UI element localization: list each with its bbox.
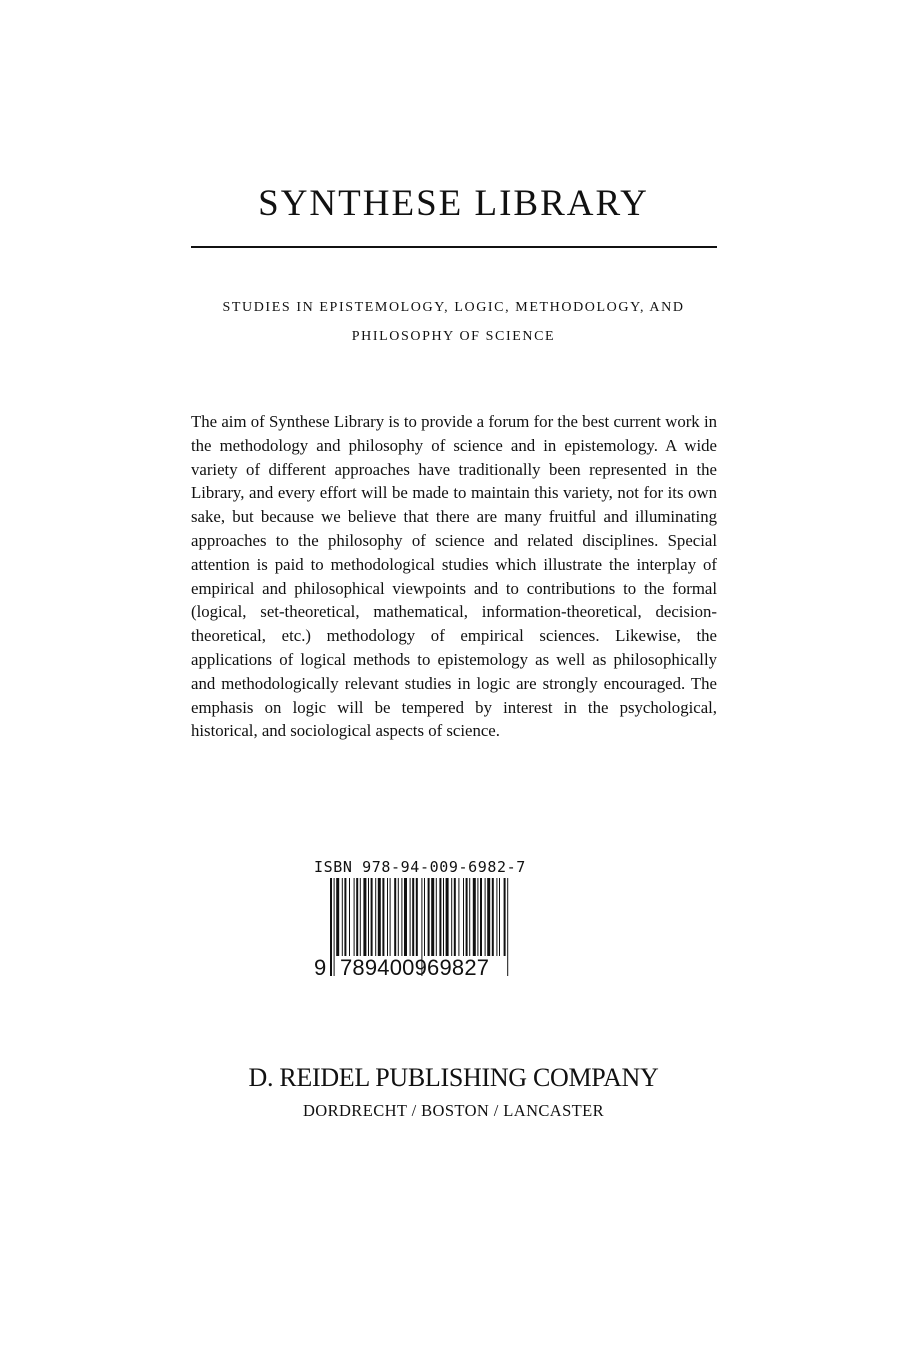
isbn-label: ISBN 978-94-009-6982-7 <box>314 858 526 876</box>
publisher-name: D. REIDEL PUBLISHING COMPANY <box>248 1063 659 1092</box>
ean-first-digit: 9 <box>314 955 327 980</box>
series-subtitle-line2: PHILOSOPHY OF SCIENCE <box>351 329 556 344</box>
series-description: The aim of Synthese Library is to provide a forum for the best current work in the methodology and philosophy of science and in epistemology. A wide variety of different approaches have traditionally been represented in the Library, and every effort will be made to maintain this variety, not for its own sake, but because we believe that there are many fruitful and illuminating approaches to the philosophy of science and related disciplines. Special attention is paid to methodological studies which illustrate the interplay of empirical and philosophical viewpoints and to contributions to the formal (logical, set-theoretical, mathematical, information-theoretical, decision-theoretical, etc.) methodology of empirical sciences. Likewise, the applications of logical methods to epistemology as well as philosophically and methodologically relevant studies in logic are strongly encouraged. The emphasis on logic will be tempered by interest in the psychological, historical, and sociological aspects of science. <box>191 412 717 741</box>
ean-digits: 789400969827 <box>340 955 490 980</box>
publisher-cities: DORDRECHT / BOSTON / LANCASTER <box>302 1101 605 1120</box>
series-subtitle-line1: STUDIES IN EPISTEMOLOGY, LOGIC, METHODOLOGY, AND <box>222 300 685 315</box>
series-title: SYNTHESE LIBRARY <box>258 183 649 224</box>
title-rule <box>191 246 717 248</box>
